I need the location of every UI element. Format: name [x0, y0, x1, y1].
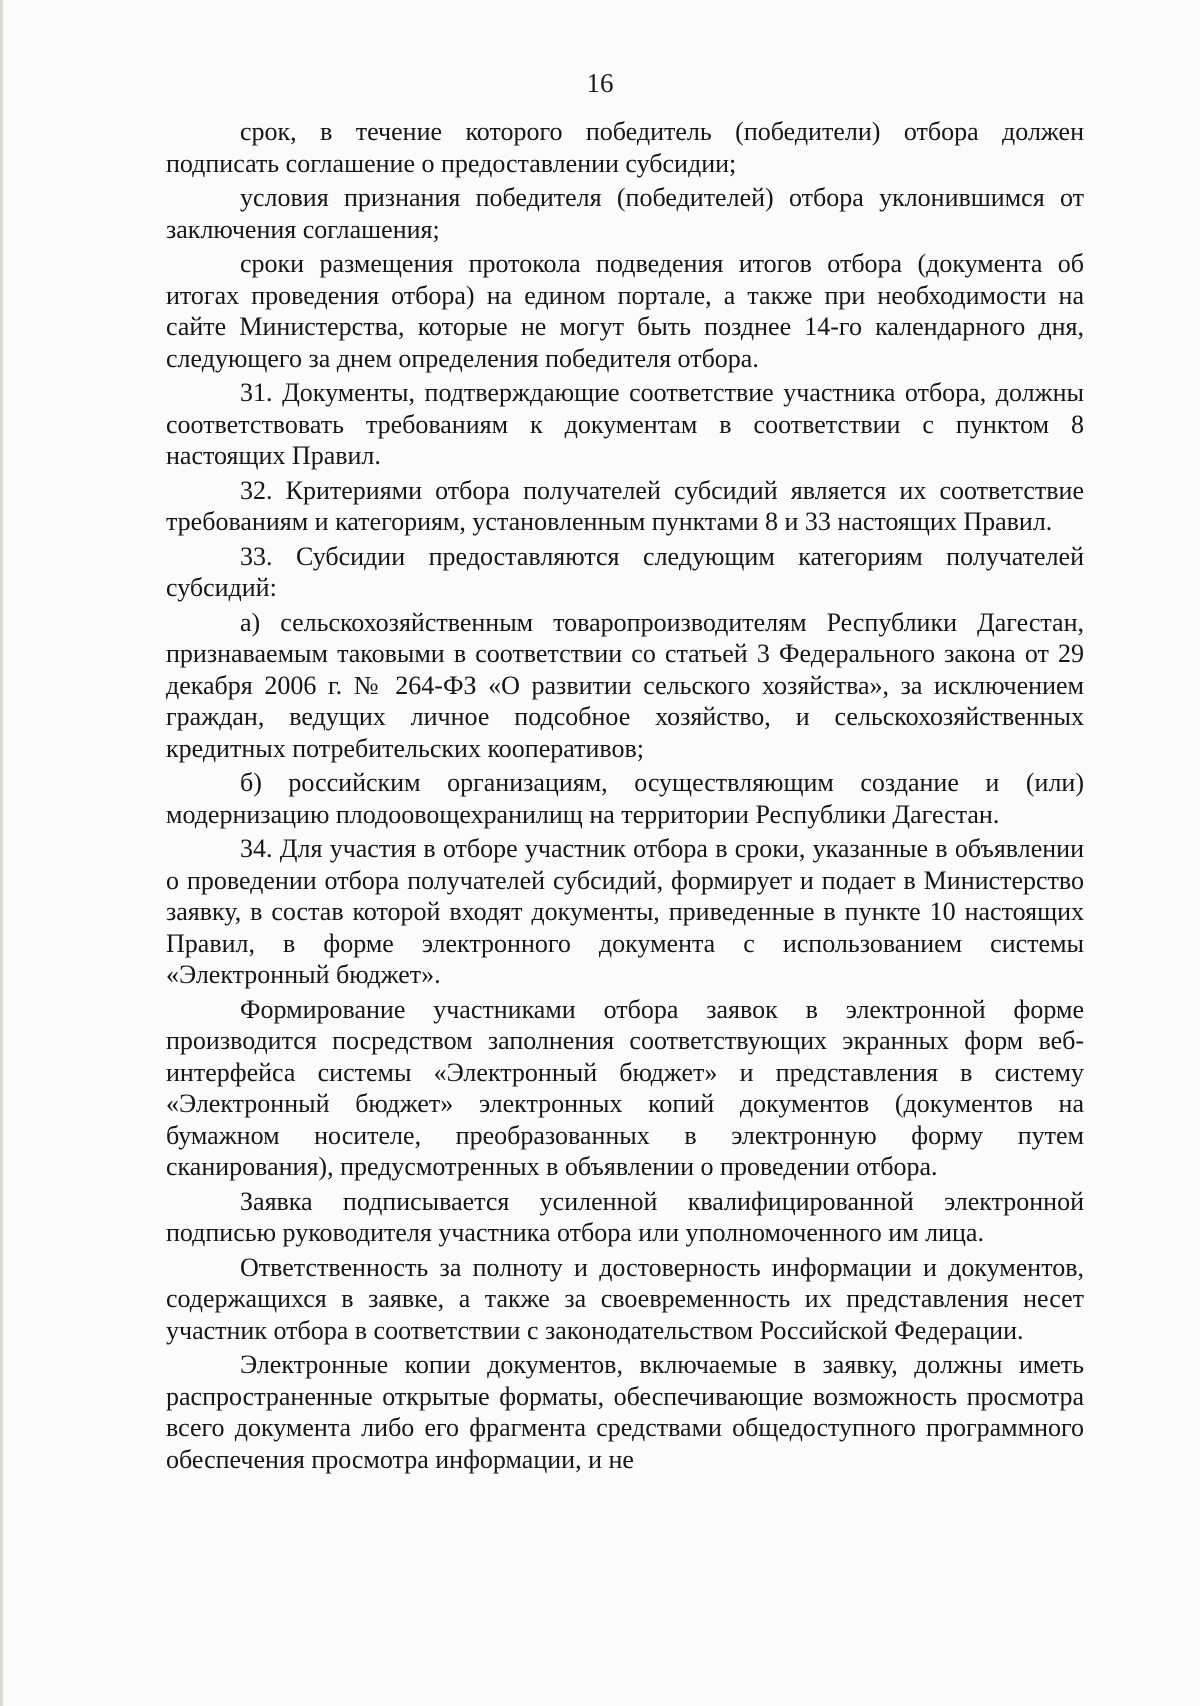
paragraph-item-32: 32. Критериями отбора получателей субсидий является их соответствие требованиям и категориям, установленным пунктами 8 и 33 настоящих Правил. [166, 475, 1084, 536]
body-text [166, 116, 1084, 1478]
paragraph-item-31: 31. Документы, подтверждающие соответствие участника отбора, должны соответствовать требованиям к документам в соответствии с пунктом 8 настоящих Правил. [166, 378, 1084, 470]
scan-edge [0, 0, 3, 1706]
paragraph-protocol-terms: сроки размещения протокола подведения итогов отбора (документа об итогах проведения отбора) на едином портале, а также при необходимости на сайте Министерства, которые не могут быть позднее 14-го календарного дня, следующего за днем определения победителя отбора. [166, 249, 1084, 373]
paragraph-item-33: 33. Субсидии предоставляются следующим категориям получателей субсидий: [166, 541, 1084, 602]
paragraph-electronic-copies: Электронные копии документов, включаемые в заявку, должны иметь распространенные открытые форматы, обеспечивающие возможность просмотра всего документа либо его фрагмента средствами общедоступного программного обеспечения просмотра информации, и не [166, 1350, 1084, 1474]
paragraph-evasion-conditions: условия признания победителя (победителей) отбора уклонившимся от заключения соглашения; [166, 183, 1084, 244]
page-number: 16 [586, 68, 614, 98]
paragraph-signature: Заявка подписывается усиленной квалифицированной электронной подписью руководителя участника отбора или уполномоченного им лица. [166, 1186, 1084, 1247]
paragraph-item-33-b: б) российским организациям, осуществляющим создание и (или) модернизацию плодоовощехранилищ на территории Республики Дагестан. [166, 768, 1084, 829]
paragraph-item-34: 34. Для участия в отборе участник отбора в сроки, указанные в объявлении о проведении отбора получателей субсидий, формирует и подает в Министерство заявку, в состав которой входят документы, приведенные в пункте 10 настоящих Правил, в форме электронного документа с использованием системы «Электронный бюджет». [166, 834, 1084, 989]
paragraph-item-33-a: а) сельскохозяйственным товаропроизводителям Республики Дагестан, признаваемым таковыми в соответствии со статьей 3 Федерального закона от 29 декабря 2006 г. № 264-ФЗ «О развитии сельского хозяйства», за исключением граждан, ведущих личное подсобное хозяйство, и сельскохозяйственных кредитных потребительских кооперативов; [166, 607, 1084, 763]
paragraph-electronic-form: Формирование участниками отбора заявок в электронной форме производится посредством заполнения соответствующих экранных форм веб-интерфейса системы «Электронный бюджет» и представления в систему «Электронный бюджет» электронных копий документов (документов на бумажном носителе, преобразованных в электронную форму путем сканирования), предусмотренных в объявлении о проведении отбора. [166, 994, 1084, 1181]
paragraph-responsibility: Ответственность за полноту и достоверность информации и документов, содержащихся в заявке, а также за своевременность их представления несет участник отбора в соответствии с законодательством Российской Федерации. [166, 1252, 1084, 1345]
paragraph-winner-signing-term: срок, в течение которого победитель (победители) отбора должен подписать соглашение о предоставлении субсидии; [166, 117, 1084, 178]
